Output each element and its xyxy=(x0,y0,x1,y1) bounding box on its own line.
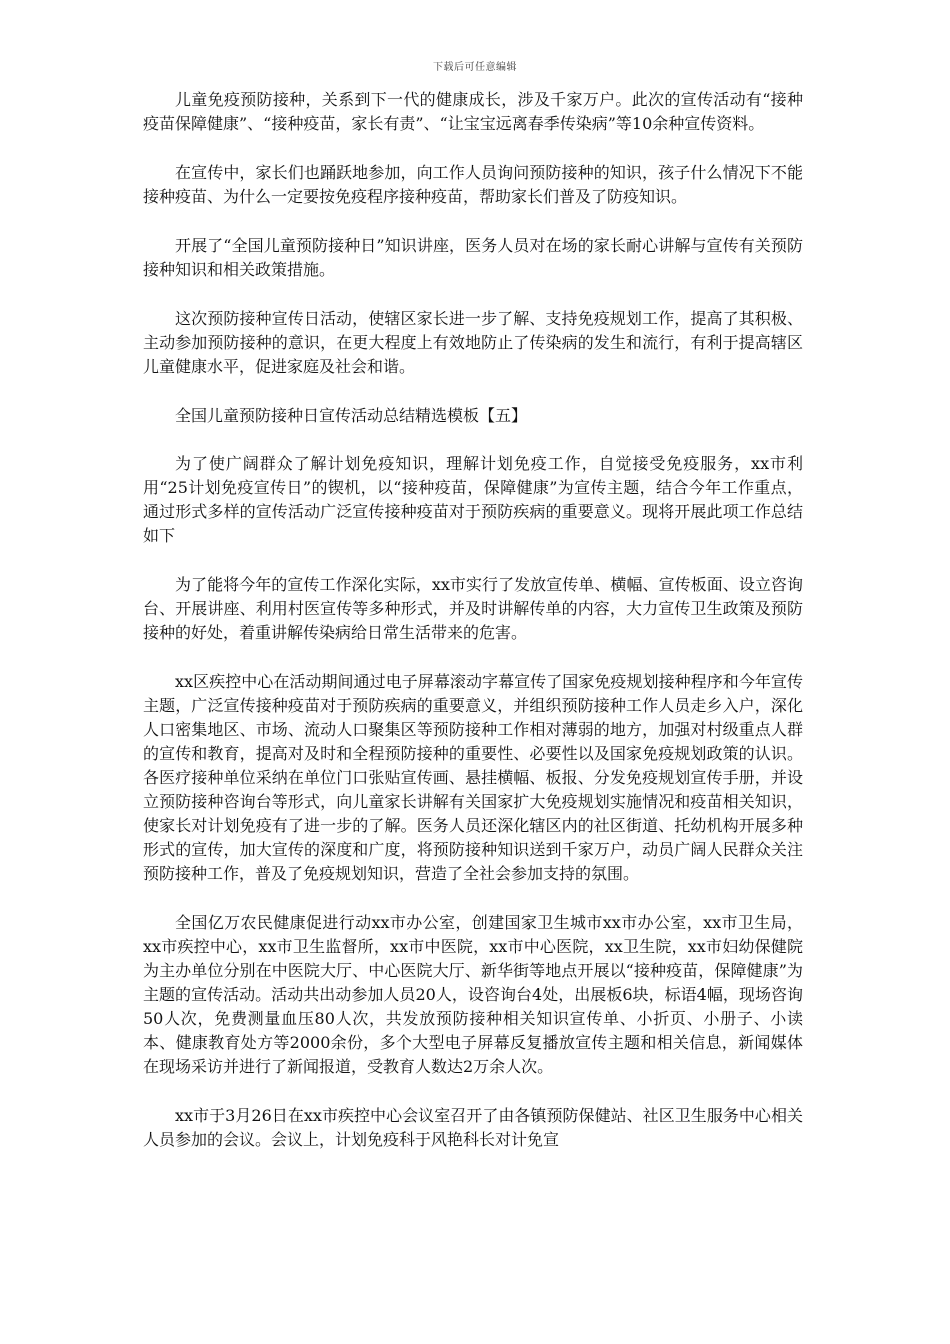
paragraph: xx市于3月26日在xx市疾控中心会议室召开了由各镇预防保健站、社区卫生服务中心相关人员参加的会议。会议上，计划免疫科于风艳科长对计免宣 xyxy=(143,1106,803,1149)
header-note: 下载后可任意编辑 xyxy=(433,62,517,73)
paragraph: 在宣传中，家长们也踊跃地参加，向工作人员询问预防接种的知识，孩子什么情况下不能接种疫苗、为什么一定要按免疫程序接种疫苗，帮助家长们普及了防疫知识。 xyxy=(143,163,803,206)
section-heading: 全国儿童预防接种日宣传活动总结精选模板【五】 xyxy=(175,406,528,425)
paragraph: 为了能将今年的宣传工作深化实际，xx市实行了发放宣传单、横幅、宣传板面、设立咨询台、开展讲座、利用村医宣传等多种形式，并及时讲解传单的内容，大力宣传卫生政策及预防接种的好处，着重讲解传染病给日常生活带来的危害。 xyxy=(143,575,803,642)
document-body xyxy=(143,88,803,1177)
paragraph: 开展了“全国儿童预防接种日”知识讲座，医务人员对在场的家长耐心讲解与宣传有关预防接种知识和相关政策措施。 xyxy=(143,236,803,279)
paragraph: 全国亿万农民健康促进行动xx市办公室，创建国家卫生城市xx市办公室，xx市卫生局，xx市疾控中心，xx市卫生监督所，xx市中医院，xx市中心医院，xx卫生院，xx市妇幼保健院为主办单位分别在中医院大厅、中心医院大厅、新华街等地点开展以“接种疫苗，保障健康”为主题的宣传活动。活动共出动参加人员20人，设咨询台4处，出展板6块，标语4幅，现场咨询50人次，免费测量血压80人次，共发放预防接种相关知识宣传单、小折页、小册子、小读本、健康教育处方等2000余份，多个大型电子屏幕反复播放宣传主题和相关信息，新闻媒体在现场采访并进行了新闻报道，受教育人数达2万余人次。 xyxy=(143,913,803,1076)
paragraph: xx区疾控中心在活动期间通过电子屏幕滚动字幕宣传了国家免疫规划接种程序和今年宣传主题，广泛宣传接种疫苗对于预防疾病的重要意义，并组织预防接种工作人员走乡入户，深化人口密集地区、市场、流动人口聚集区等预防接种工作相对薄弱的地方，加强对村级重点人群的宣传和教育，提高对及时和全程预防接种的重要性、必要性以及国家免疫规划政策的认识。各医疗接种单位采纳在单位门口张贴宣传画、悬挂横幅、板报、分发免疫规划宣传手册，并设立预防接种咨询台等形式，向儿童家长讲解有关国家扩大免疫规划实施情况和疫苗相关知识，使家长对计划免疫有了进一步的了解。医务人员还深化辖区内的社区街道、托幼机构开展多种形式的宣传，加大宣传的深度和广度，将预防接种知识送到千家万户，动员广阔人民群众关注预防接种工作，普及了免疫规划知识，营造了全社会参加支持的氛围。 xyxy=(143,672,803,883)
paragraph: 这次预防接种宣传日活动，使辖区家长进一步了解、支持免疫规划工作，提高了其积极、主动参加预防接种的意识，在更大程度上有效地防止了传染病的发生和流行，有利于提高辖区儿童健康水平，促进家庭及社会和谐。 xyxy=(143,309,803,376)
paragraph: 为了使广阔群众了解计划免疫知识，理解计划免疫工作，自觉接受免疫服务，xx市利用“25计划免疫宣传日”的锲机，以“接种疫苗，保障健康”为宣传主题，结合今年工作重点，通过形式多样的宣传活动广泛宣传接种疫苗对于预防疾病的重要意义。现将开展此项工作总结如下 xyxy=(143,454,803,545)
paragraph: 儿童免疫预防接种，关系到下一代的健康成长，涉及千家万户。此次的宣传活动有“接种疫苗保障健康”、“接种疫苗，家长有责”、“让宝宝远离春季传染病”等10余种宣传资料。 xyxy=(143,90,803,133)
